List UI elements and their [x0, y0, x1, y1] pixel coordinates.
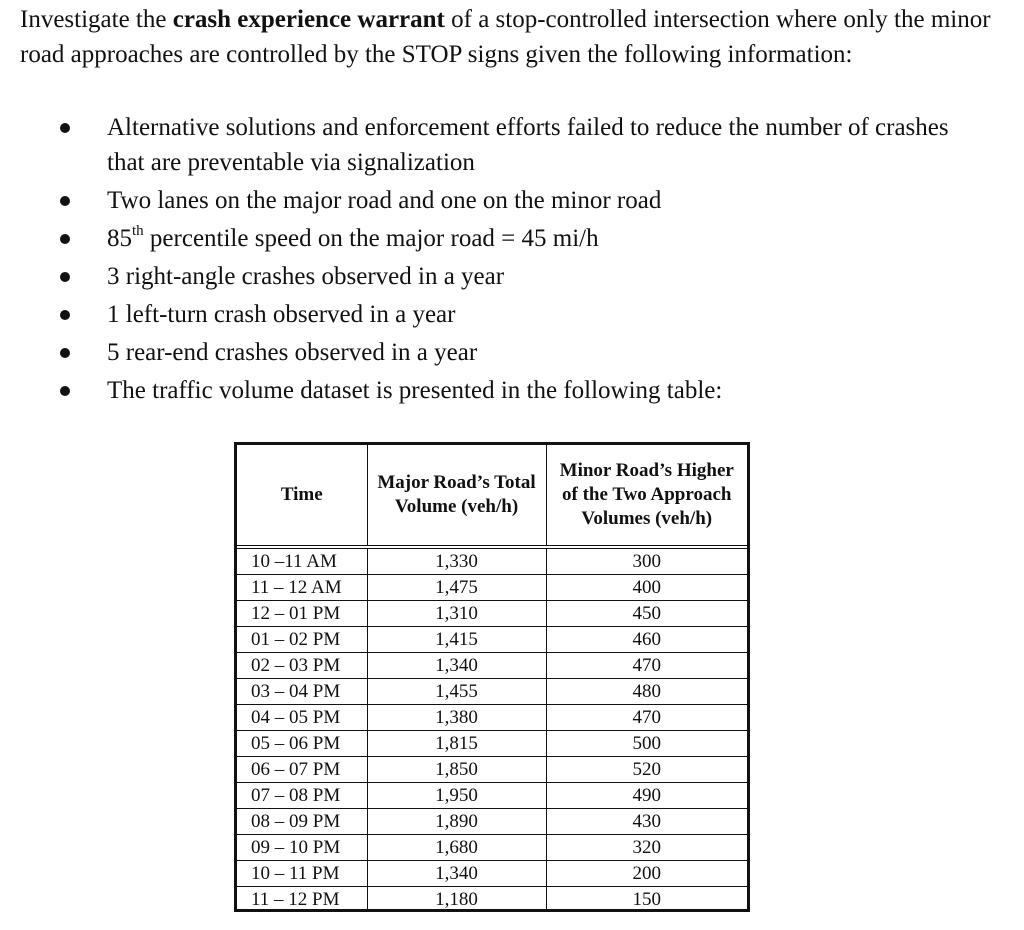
time-cell: 11 – 12 PM — [237, 887, 367, 913]
minor-volume-cell: 500 — [546, 731, 747, 757]
time-cell: 06 – 07 PM — [237, 757, 367, 783]
time-cell: 09 – 10 PM — [237, 835, 367, 861]
time-cell: 04 – 05 PM — [237, 705, 367, 731]
header-minor-volume: Minor Road’s Higher of the Two Approach Volumes (veh/h) — [546, 445, 747, 547]
table-row — [237, 679, 747, 705]
major-volume-cell: 1,850 — [367, 757, 546, 783]
major-volume-cell: 1,380 — [367, 705, 546, 731]
time-cell: 12 – 01 PM — [237, 601, 367, 627]
time-cell: 03 – 04 PM — [237, 679, 367, 705]
time-cell: 01 – 02 PM — [237, 627, 367, 653]
given-information-list — [0, 110, 1024, 411]
bullet-text: 1 left-turn crash observed in a year — [107, 301, 456, 328]
table-row — [237, 705, 747, 731]
bullet-item — [0, 183, 987, 218]
bullet-item — [0, 373, 987, 408]
time-cell: 07 – 08 PM — [237, 783, 367, 809]
problem-statement — [20, 2, 1020, 72]
bullet-text-number: 85 — [107, 225, 132, 252]
intro-bold-term: crash experience warrant — [172, 6, 445, 33]
major-volume-cell: 1,890 — [367, 809, 546, 835]
minor-volume-cell: 480 — [546, 679, 747, 705]
traffic-volume-table — [237, 445, 747, 912]
major-volume-cell: 1,475 — [367, 575, 546, 601]
minor-volume-cell: 320 — [546, 835, 747, 861]
major-volume-cell: 1,340 — [367, 861, 546, 887]
major-volume-cell: 1,340 — [367, 653, 546, 679]
traffic-volume-table-frame — [234, 442, 750, 912]
minor-volume-cell: 520 — [546, 757, 747, 783]
header-time: Time — [237, 445, 367, 547]
bullet-icon — [60, 272, 70, 282]
major-volume-cell: 1,415 — [367, 627, 546, 653]
minor-volume-cell: 400 — [546, 575, 747, 601]
minor-volume-cell: 450 — [546, 601, 747, 627]
bullet-text: The traffic volume dataset is presented in the following table: — [107, 377, 723, 404]
time-cell: 05 – 06 PM — [237, 731, 367, 757]
minor-volume-cell: 490 — [546, 783, 747, 809]
table-row — [237, 731, 747, 757]
major-volume-cell: 1,950 — [367, 783, 546, 809]
minor-volume-cell: 150 — [632, 888, 661, 910]
table-header-row — [237, 445, 747, 547]
bullet-text: Alternative solutions and enforcement efforts failed to reduce the number of crashes that are preventable via signalization — [107, 114, 949, 176]
major-volume-cell: 1,330 — [367, 547, 546, 575]
major-volume-cell: 1,310 — [367, 601, 546, 627]
bullet-icon — [60, 123, 70, 133]
table-row — [237, 887, 747, 913]
bullet-item — [0, 110, 987, 180]
bullet-item — [0, 221, 987, 256]
bullet-text: Two lanes on the major road and one on the minor road — [107, 187, 662, 214]
table-row — [237, 783, 747, 809]
intro-text-end: of a stop-controlled intersection where only the minor road approaches are controlled by the STOP signs given the following information: — [20, 6, 991, 68]
major-volume-cell: 1,815 — [367, 731, 546, 757]
time-cell: 10 –11 AM — [237, 547, 367, 575]
table-row — [237, 547, 747, 575]
intro-text-start: Investigate the — [20, 6, 173, 33]
minor-volume-cell: 460 — [546, 627, 747, 653]
minor-volume-cell: 300 — [546, 547, 747, 575]
table-row — [237, 601, 747, 627]
table-row — [237, 653, 747, 679]
bullet-text-superscript: th — [132, 222, 144, 239]
bullet-item — [0, 259, 987, 294]
minor-volume-cell: 200 — [546, 861, 747, 887]
minor-volume-cell: 470 — [546, 653, 747, 679]
major-volume-cell: 1,180 — [367, 887, 546, 913]
bullet-icon — [60, 234, 70, 244]
bullet-text: 3 right-angle crashes observed in a year — [107, 263, 505, 290]
table-row — [237, 575, 747, 601]
table-row — [237, 809, 747, 835]
time-cell: 10 – 11 PM — [237, 861, 367, 887]
bullet-icon — [60, 310, 70, 320]
major-volume-cell: 1,680 — [367, 835, 546, 861]
minor-volume-cell: 470 — [546, 705, 747, 731]
time-cell: 08 – 09 PM — [237, 809, 367, 835]
table-row — [237, 835, 747, 861]
time-cell: 02 – 03 PM — [237, 653, 367, 679]
bullet-icon — [60, 386, 70, 396]
table-body — [237, 547, 747, 912]
header-major-volume: Major Road’s Total Volume (veh/h) — [367, 445, 546, 547]
major-volume-cell: 1,455 — [367, 679, 546, 705]
time-cell: 11 – 12 AM — [237, 575, 367, 601]
bullet-icon — [60, 348, 70, 358]
bullet-icon — [60, 196, 70, 206]
bullet-item — [0, 297, 987, 332]
bullet-item — [0, 335, 987, 370]
bullet-text: percentile speed on the major road = 45 mi/h — [143, 225, 599, 252]
table-row — [237, 861, 747, 887]
table-row — [237, 757, 747, 783]
bullet-text: 5 rear-end crashes observed in a year — [107, 339, 478, 366]
table-row — [237, 627, 747, 653]
minor-volume-cell: 430 — [546, 809, 747, 835]
